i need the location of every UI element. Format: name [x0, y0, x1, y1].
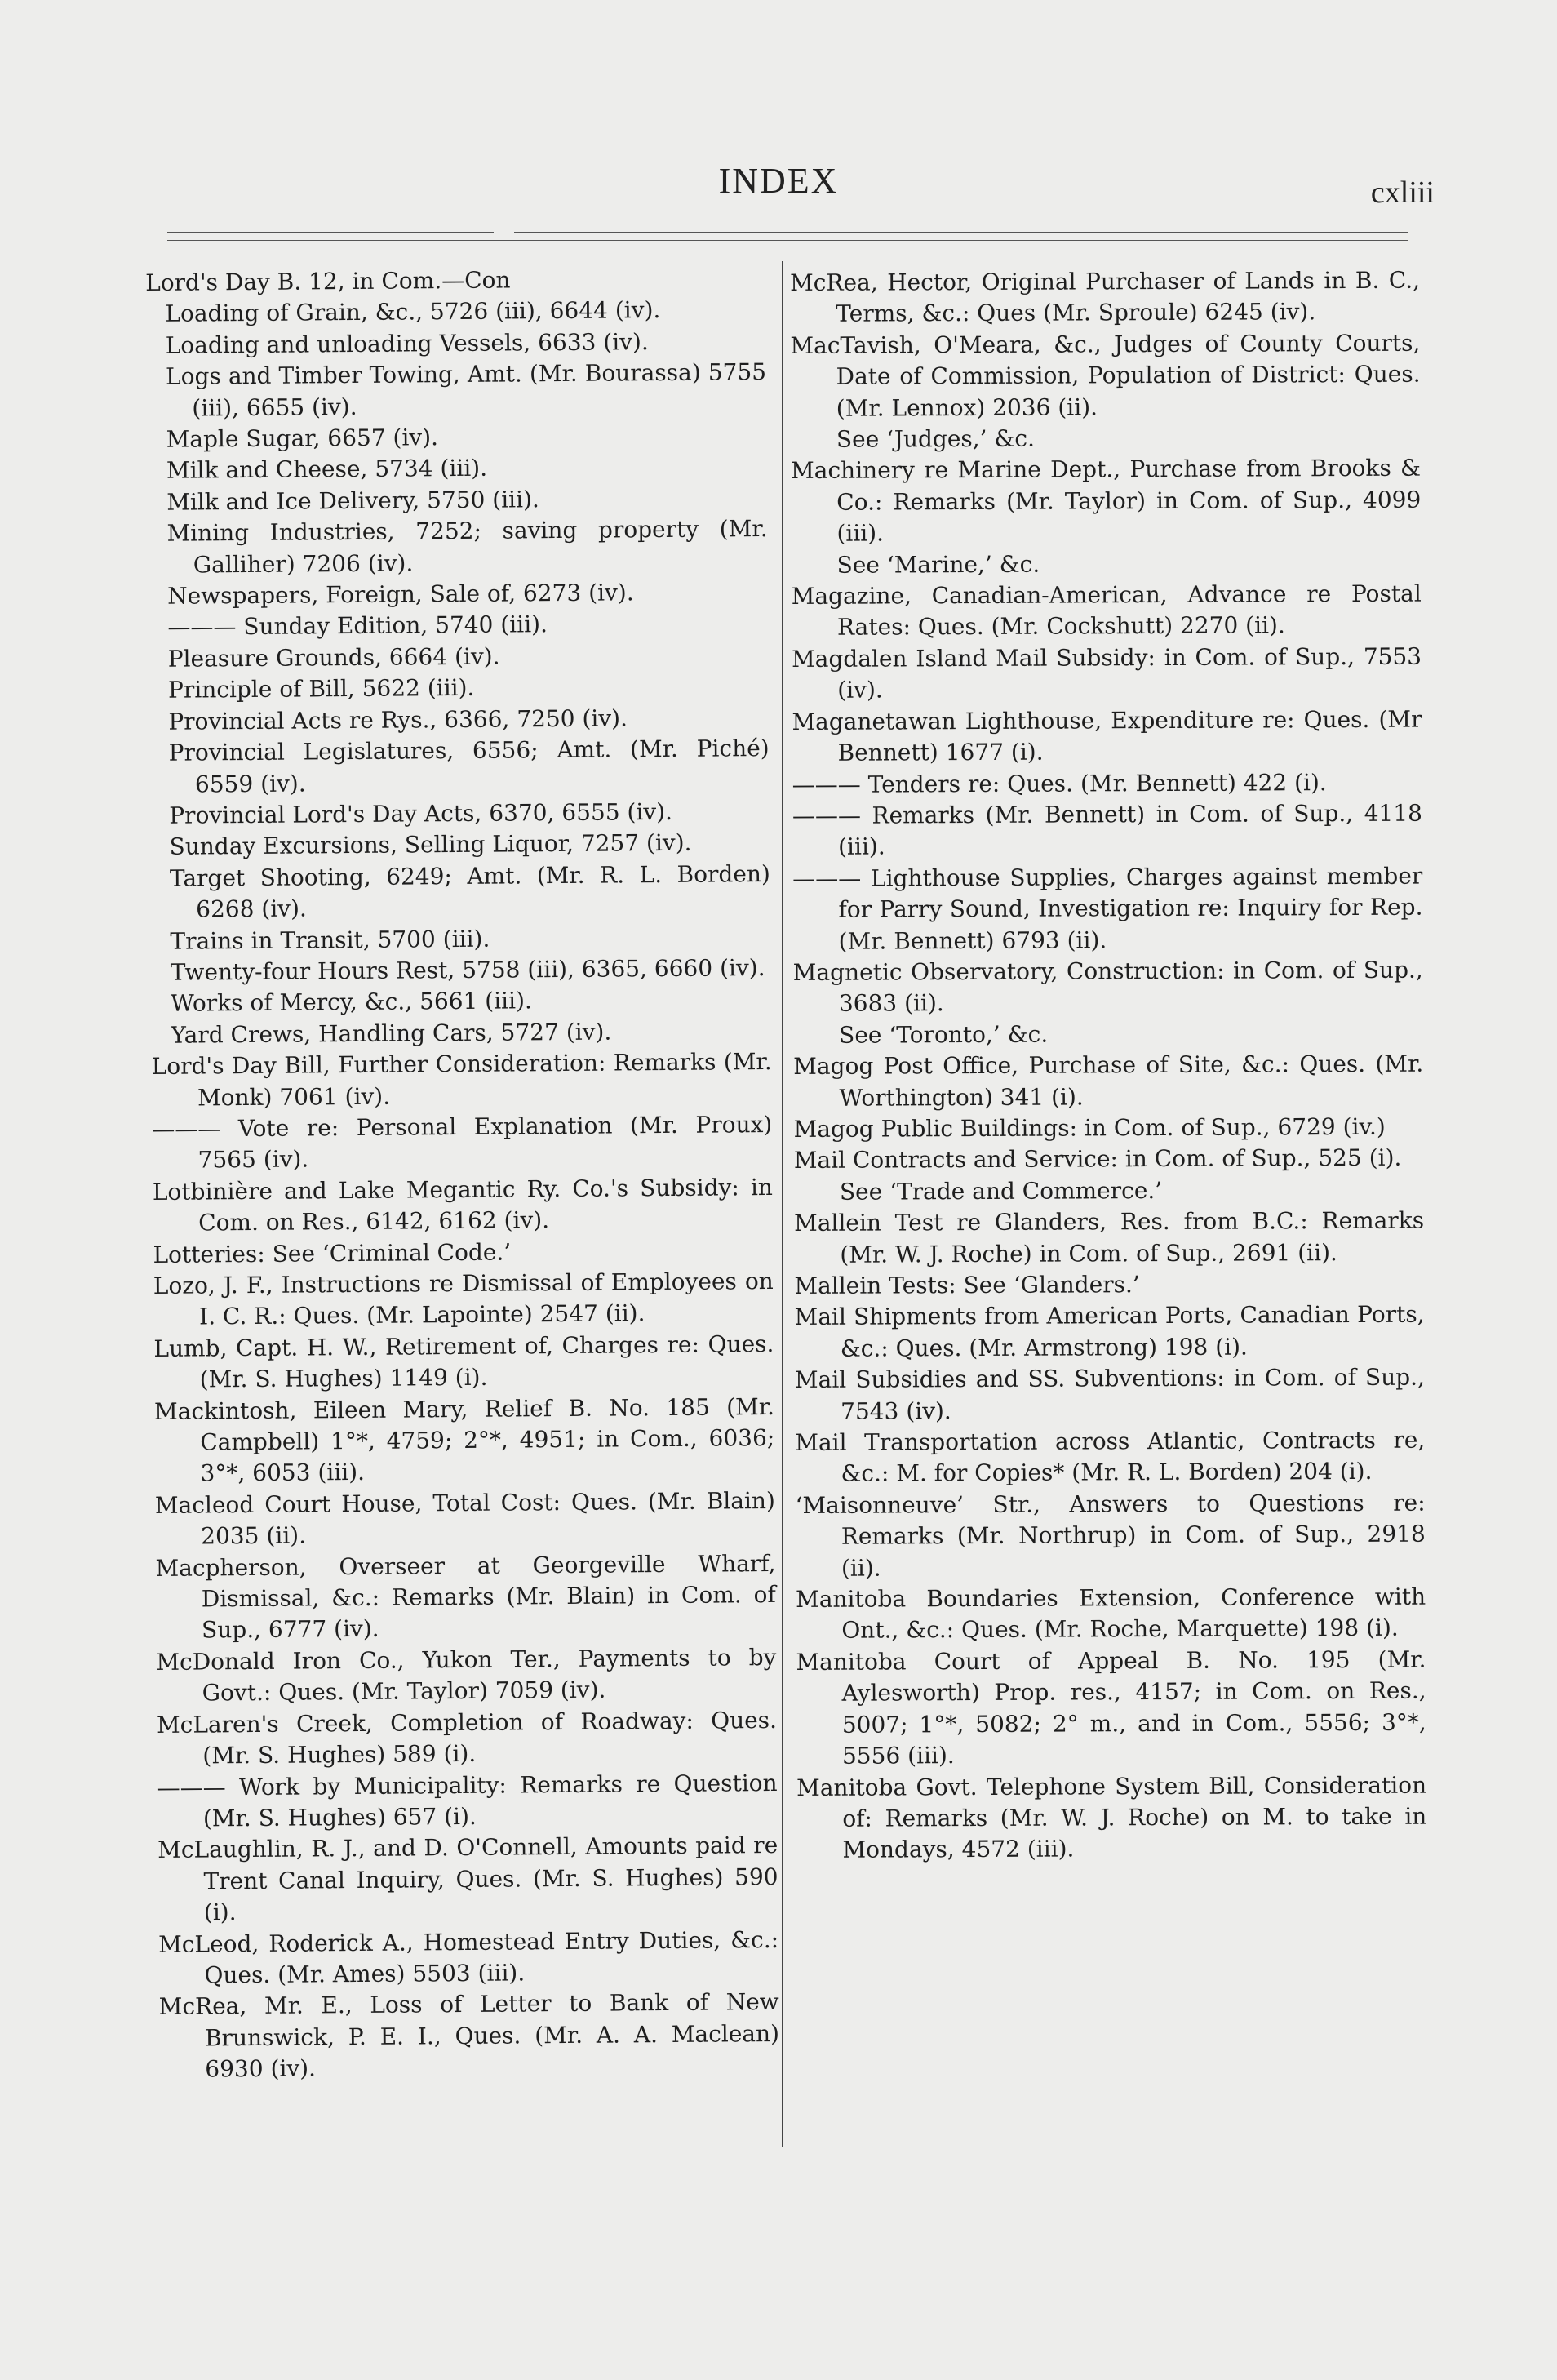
index-entry: Maganetawan Lighthouse, Expenditure re: Ques. (Mr Bennett) 1677 (i). [792, 705, 1422, 766]
running-head: INDEX [718, 161, 839, 201]
index-entry: Lotbinière and Lake Megantic Ry. Co.'s Subsidy: in Com. on Res., 6142, 6162 (iv). [152, 1173, 773, 1237]
index-entry: Lord's Day B. 12, in Com.—Con [145, 266, 511, 296]
index-subentry: Logs and Timber Towing, Amt. (Mr. Bourassa) 5755 (iii), 6655 (iv). [165, 358, 767, 422]
index-subentry: ——— Sunday Edition, 5740 (iii). [167, 611, 548, 642]
index-entry: ——— Work by Municipality: Remarks re Question (Mr. S. Hughes) 657 (i). [157, 1769, 778, 1832]
right-column [790, 265, 1427, 1867]
index-entry: ——— Vote re: Personal Explanation (Mr. Proux) 7565 (iv). [152, 1110, 773, 1174]
index-subentry: Trains in Transit, 5700 (iii). [170, 925, 490, 955]
column-divider [782, 261, 783, 2147]
cross-reference: See ‘Trade and Commerce.’ [839, 1176, 1163, 1206]
index-entry: Magog Public Buildings: in Com. of Sup., 6729 (iv.) [793, 1112, 1386, 1143]
index-entry: McLaren's Creek, Completion of Roadway: Ques. (Mr. S. Hughes) 589 (i). [156, 1706, 778, 1769]
index-subentry: Works of Mercy, &c., 5661 (iii). [170, 987, 532, 1018]
index-entry: Mail Subsidies and SS. Subventions: in Com. of Sup., 7543 (iv). [794, 1363, 1426, 1425]
index-entry: Manitoba Boundaries Extension, Conference with Ont., &c.: Ques. (Mr. Roche, Marquette) 198 (i). [796, 1583, 1426, 1645]
index-entry: McRea, Hector, Original Purchaser of Lands in B. C., Terms, &c.: Ques (Mr. Sproule) 6245 (iv). [790, 266, 1421, 328]
index-entry: Mail Contracts and Service: in Com. of Sup., 525 (i). [793, 1144, 1402, 1174]
index-entry: Machinery re Marine Dept., Purchase from Brooks & Co.: Remarks (Mr. Taylor) in Com. of Sup., 4099 (iii). [791, 455, 1422, 548]
index-entry: Mail Shipments from American Ports, Canadian Ports, &c.: Ques. (Mr. Armstrong) 198 (i). [794, 1301, 1425, 1362]
index-entry: Magazine, Canadian-American, Advance re Postal Rates: Ques. (Mr. Cockshutt) 2270 (ii). [791, 579, 1422, 642]
index-subentry: Yard Crews, Handling Cars, 5727 (iv). [171, 1018, 612, 1049]
index-entry: MacTavish, O'Meara, &c., Judges of County Courts, Date of Commission, Population of District: Ques. (Mr. Lennox) 2036 (ii). [790, 329, 1421, 422]
index-subentry: Mining Industries, 7252; saving property (Mr. Galliher) 7206 (iv). [166, 515, 768, 579]
index-subentry: Principle of Bill, 5622 (iii). [167, 674, 475, 704]
header-rule-thin [167, 240, 1408, 241]
index-entry: Mallein Tests: See ‘Glanders.’ [794, 1271, 1140, 1299]
page-number: cxliii [1370, 175, 1435, 210]
index-entry: ——— Lighthouse Supplies, Charges against member for Parry Sound, Investigation re: Inquiry for Rep. (Mr. Bennett) 6793 (ii). [792, 862, 1423, 955]
index-subentry: Provincial Lord's Day Acts, 6370, 6555 (iv). [169, 797, 673, 829]
index-subentry: Milk and Ice Delivery, 5750 (iii). [166, 486, 539, 516]
index-entry: Lord's Day Bill, Further Consideration: Remarks (Mr. Monk) 7061 (iv). [151, 1048, 772, 1112]
header-rule-right [514, 232, 1408, 233]
index-subentry: Sunday Excursions, Selling Liquor, 7257 (iv). [169, 829, 692, 861]
index-entry: Mackintosh, Eileen Mary, Relief B. No. 185 (Mr. Campbell) 1°*, 4759; 2°*, 4951; in Com., 6036; 3°*, 6053 (iii). [153, 1392, 775, 1487]
index-subentry: Loading of Grain, &c., 5726 (iii), 6644 (iv). [165, 296, 661, 328]
index-subentry: Provincial Acts re Rys., 6366, 7250 (iv). [168, 704, 628, 735]
index-entry: Lozo, J. F., Instructions re Dismissal of Employees on I. C. R.: Ques. (Mr. Lapointe) 2547 (ii). [153, 1267, 774, 1330]
index-entry: Macleod Court House, Total Cost: Ques. (Mr. Blain) 2035 (ii). [154, 1486, 776, 1550]
index-entry: Mallein Test re Glanders, Res. from B.C.: Remarks (Mr. W. J. Roche) in Com. of Sup., 2691 (ii). [794, 1206, 1425, 1268]
index-subentry: Maple Sugar, 6657 (iv). [166, 424, 439, 453]
index-entry: McRea, Mr. E., Loss of Letter to Bank of New Brunswick, P. E. I., Ques. (Mr. A. A. Maclean) 6930 (iv). [158, 1988, 780, 2083]
index-entry: Magog Post Office, Purchase of Site, &c.: Ques. (Mr. Worthington) 341 (i). [793, 1050, 1424, 1112]
index-entry: ——— Tenders re: Ques. (Mr. Bennett) 422 (i). [792, 768, 1327, 798]
index-subentry: Milk and Cheese, 5734 (iii). [166, 455, 488, 485]
index-entry: Magdalen Island Mail Subsidy: in Com. of Sup., 7553 (iv). [792, 642, 1422, 704]
index-entry: McLaughlin, R. J., and D. O'Connell, Amounts paid re Trent Canal Inquiry, Ques. (Mr. S. Hughes) 590 (i). [157, 1832, 778, 1926]
index-subentry: Target Shooting, 6249; Amt. (Mr. R. L. Borden) 6268 (iv). [169, 859, 770, 923]
index-subentry: Loading and unloading Vessels, 6633 (iv). [165, 327, 649, 359]
index-subentry: Twenty-four Hours Rest, 5758 (iii), 6365, 6660 (iv). [170, 953, 765, 986]
index-entry: Lotteries: See ‘Criminal Code.’ [153, 1238, 512, 1268]
index-subentry: Newspapers, Foreign, Sale of, 6273 (iv). [167, 579, 634, 610]
index-entry: Macpherson, Overseer at Georgeville Wharf, Dismissal, &c.: Remarks (Mr. Blain) in Com. of Sup., 6777 (iv). [155, 1549, 776, 1644]
index-entry: ——— Remarks (Mr. Bennett) in Com. of Sup., 4118 (iii). [792, 799, 1422, 861]
index-entry: ‘Maisonneuve’ Str., Answers to Questions re: Remarks (Mr. Northrup) in Com. of Sup., 2918 (ii). [795, 1489, 1426, 1582]
cross-reference: See ‘Toronto,’ &c. [839, 1020, 1049, 1049]
index-entry: Lumb, Capt. H. W., Retirement of, Charges re: Ques. (Mr. S. Hughes) 1149 (i). [153, 1330, 774, 1393]
index-entry: Manitoba Govt. Telephone System Bill, Consideration of: Remarks (Mr. W. J. Roche) on M. to take in Mondays, 4572 (iii). [796, 1771, 1427, 1864]
index-subentry: Provincial Legislatures, 6556; Amt. (Mr. Piché) 6559 (iv). [168, 735, 770, 798]
index-entry: Magnetic Observatory, Construction: in Com. of Sup., 3683 (ii). [792, 956, 1423, 1018]
cross-reference: See ‘Marine,’ &c. [836, 550, 1040, 579]
index-subentry: Pleasure Grounds, 6664 (iv). [167, 642, 500, 673]
cross-reference: See ‘Judges,’ &c. [836, 424, 1036, 453]
left-column [145, 263, 779, 2085]
index-entry: Mail Transportation across Atlantic, Contracts re, &c.: M. for Copies* (Mr. R. L. Borden) 204 (i). [795, 1426, 1426, 1488]
header-rule-left [167, 232, 494, 233]
index-entry: McLeod, Roderick A., Homestead Entry Duties, &c.: Ques. (Mr. Ames) 5503 (iii). [158, 1925, 779, 1989]
index-entry: McDonald Iron Co., Yukon Ter., Payments to by Govt.: Ques. (Mr. Taylor) 7059 (iv). [156, 1643, 777, 1707]
index-entry: Manitoba Court of Appeal B. No. 195 (Mr. Aylesworth) Prop. res., 4157; in Com. on Res., 5007; 1°*, 5082; 2° m., and in Com., 5556; 3°*, 5556 (iii). [796, 1645, 1426, 1769]
